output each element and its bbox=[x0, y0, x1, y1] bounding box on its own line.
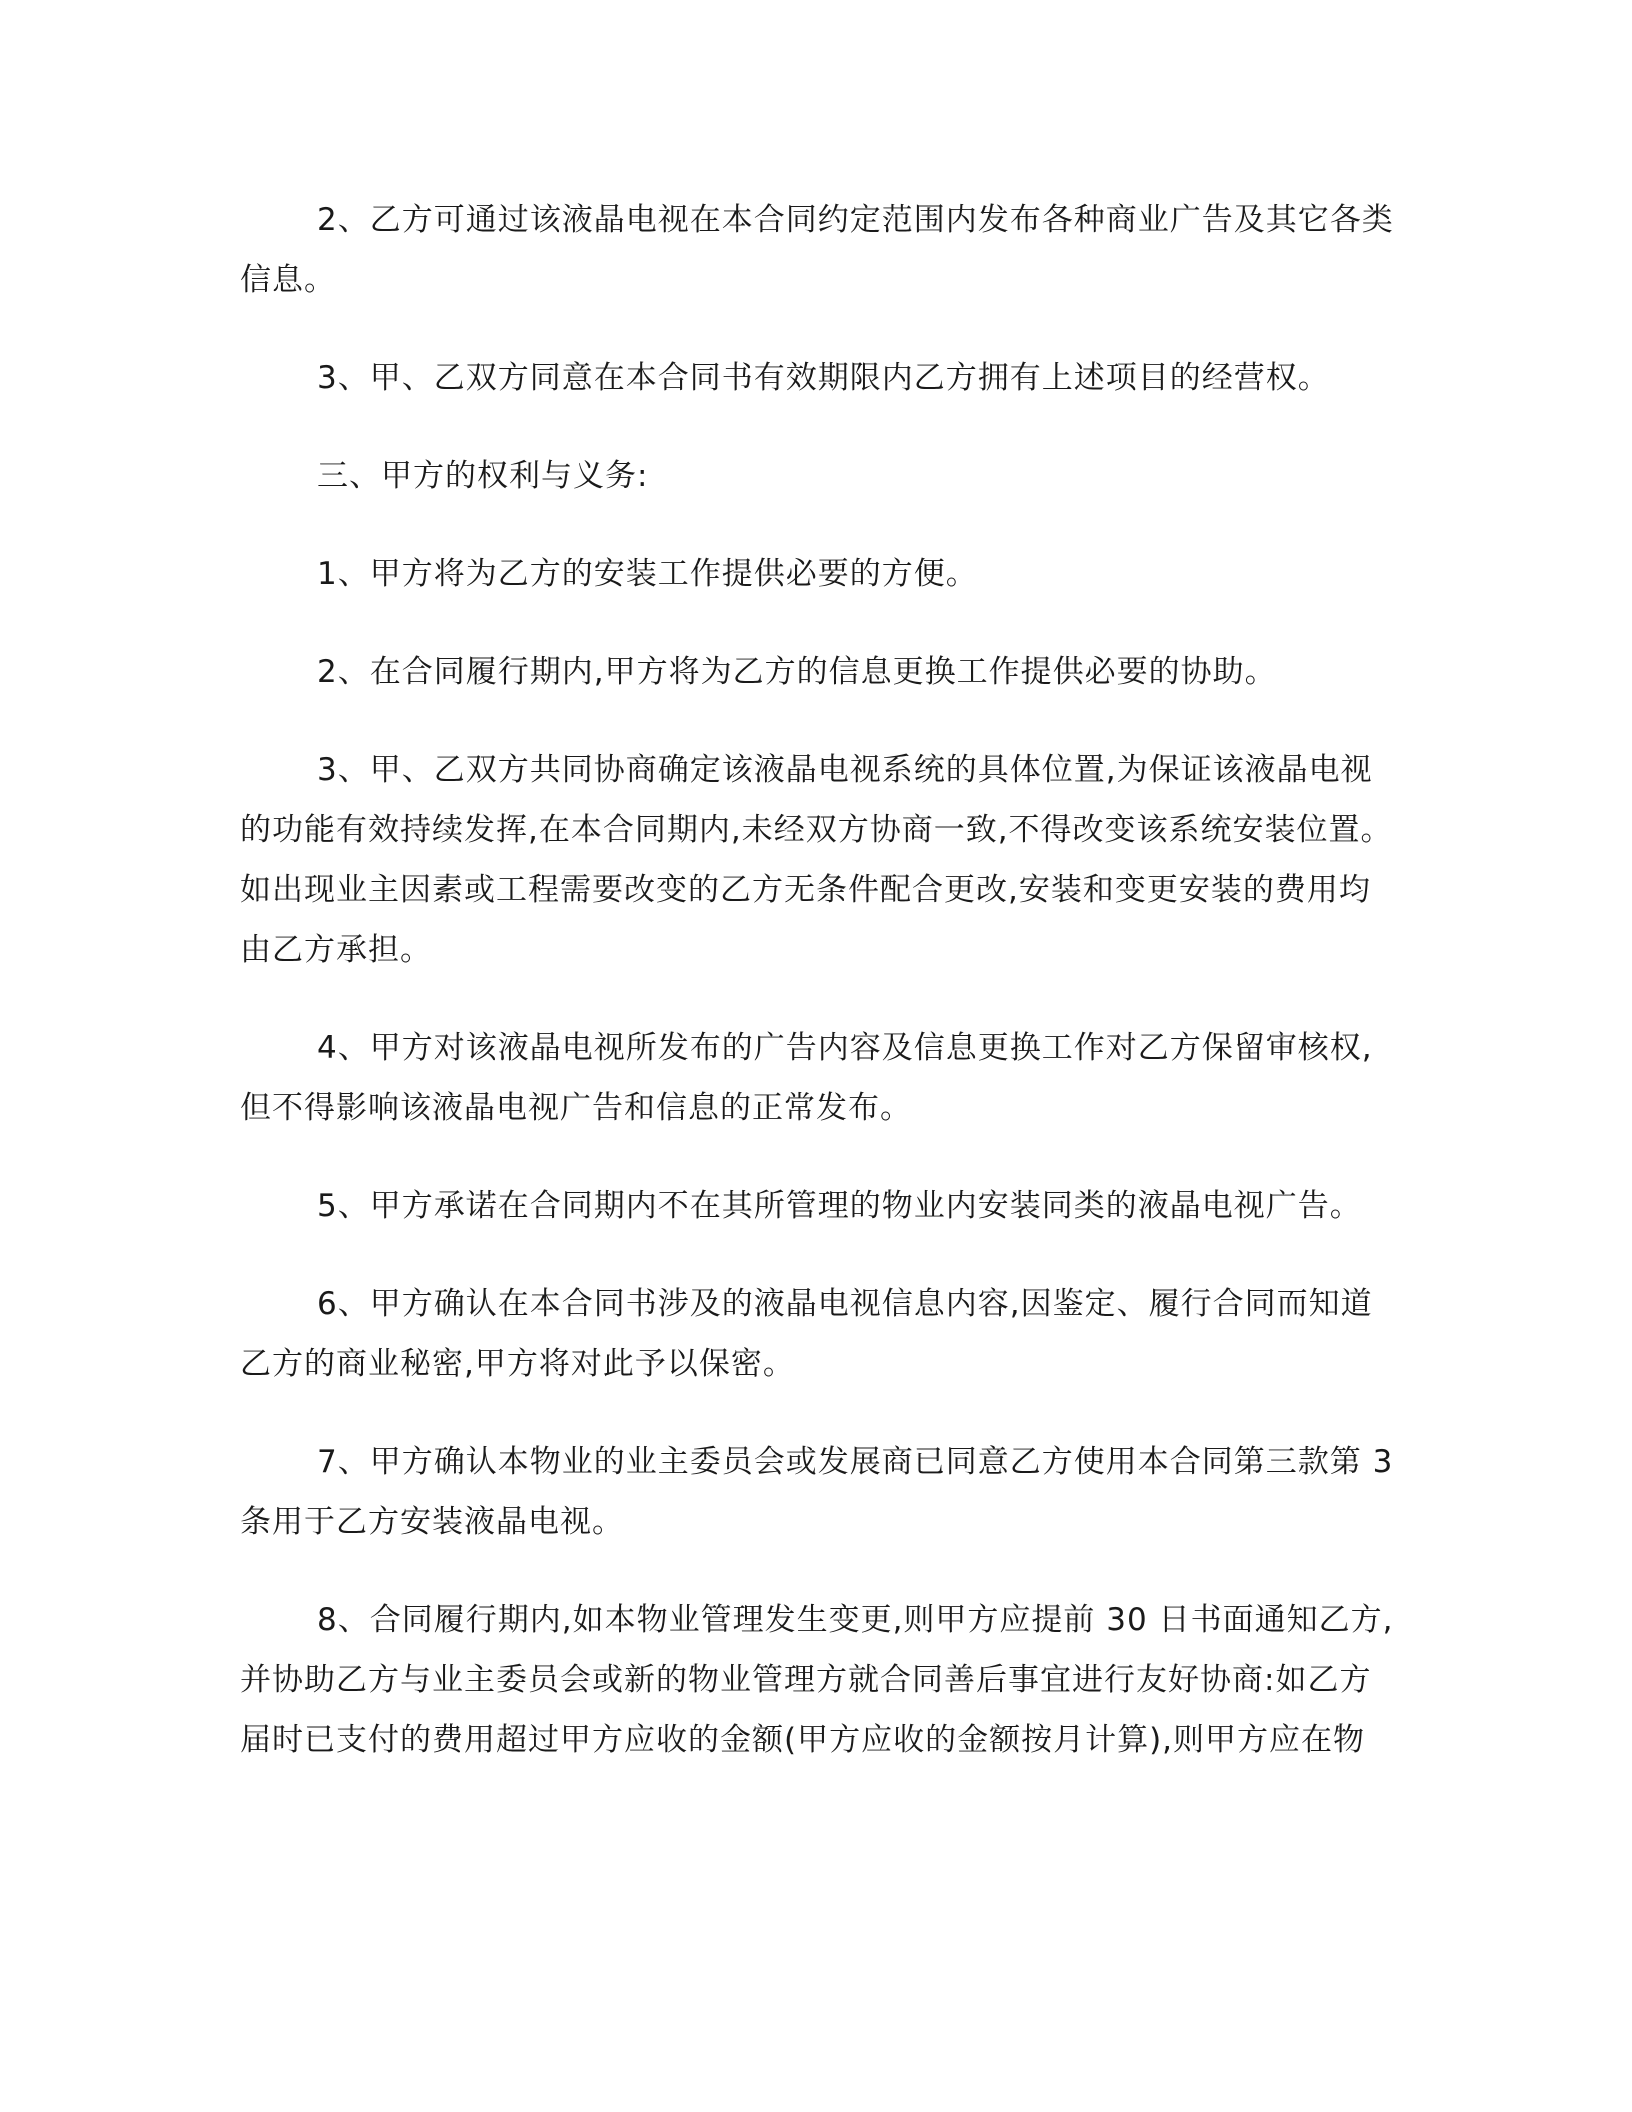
text-line: 8、合同履行期内,如本物业管理发生变更,则甲方应提前 30 日书面通知乙方, bbox=[317, 1602, 1394, 1638]
text-line: 信息。 bbox=[240, 262, 336, 298]
paragraph-clause-2-publishing bbox=[240, 190, 1394, 310]
text-line: 的功能有效持续发挥,在本合同期内,未经双方协商一致,不得改变该系统安装位置。 bbox=[240, 812, 1393, 848]
text-line: 4、甲方对该液晶电视所发布的广告内容及信息更换工作对乙方保留审核权, bbox=[317, 1030, 1373, 1066]
text-line: 6、甲方确认在本合同书涉及的液晶电视信息内容,因鉴定、履行合同而知道 bbox=[317, 1286, 1373, 1322]
text-line: 7、甲方确认本物业的业主委员会或发展商已同意乙方使用本合同第三款第 3 bbox=[317, 1444, 1394, 1480]
paragraph-a-clause-6 bbox=[240, 1274, 1390, 1394]
text-line: 乙方的商业秘密,甲方将对此予以保密。 bbox=[240, 1346, 795, 1382]
text-line: 并协助乙方与业主委员会或新的物业管理方就合同善后事宜进行友好协商:如乙方 bbox=[240, 1662, 1372, 1698]
text-line: 3、甲、乙双方共同协商确定该液晶电视系统的具体位置,为保证该液晶电视 bbox=[317, 752, 1373, 788]
paragraph-clause-3-operating-rights bbox=[240, 348, 1390, 408]
text-line: 如出现业主因素或工程需要改变的乙方无条件配合更改,安装和变更安装的费用均 bbox=[240, 872, 1371, 908]
section-heading-party-a-rights bbox=[240, 446, 1390, 506]
section-heading: 三、甲方的权利与义务: bbox=[317, 458, 649, 494]
paragraph-a-clause-7 bbox=[240, 1432, 1394, 1552]
paragraph-a-clause-5 bbox=[240, 1176, 1390, 1236]
paragraph-a-clause-4 bbox=[240, 1018, 1390, 1138]
text-line: 2、乙方可通过该液晶电视在本合同约定范围内发布各种商业广告及其它各类 bbox=[317, 202, 1394, 238]
paragraph-a-clause-2 bbox=[240, 642, 1390, 702]
text-line: 由乙方承担。 bbox=[240, 932, 432, 968]
paragraph-a-clause-1 bbox=[240, 544, 1390, 604]
paragraph-a-clause-8 bbox=[240, 1590, 1394, 1770]
text-line: 2、在合同履行期内,甲方将为乙方的信息更换工作提供必要的协助。 bbox=[317, 654, 1277, 690]
paragraph-a-clause-3 bbox=[240, 740, 1393, 980]
text-line: 5、甲方承诺在合同期内不在其所管理的物业内安装同类的液晶电视广告。 bbox=[317, 1188, 1362, 1224]
text-line: 3、甲、乙双方同意在本合同书有效期限内乙方拥有上述项目的经营权。 bbox=[317, 360, 1330, 396]
text-line: 但不得影响该液晶电视广告和信息的正常发布。 bbox=[240, 1090, 912, 1126]
text-line: 1、甲方将为乙方的安装工作提供必要的方便。 bbox=[317, 556, 978, 592]
text-line: 届时已支付的费用超过甲方应收的金额(甲方应收的金额按月计算),则甲方应在物 bbox=[240, 1722, 1366, 1758]
document-page bbox=[240, 190, 1394, 1808]
text-line: 条用于乙方安装液晶电视。 bbox=[240, 1504, 624, 1540]
